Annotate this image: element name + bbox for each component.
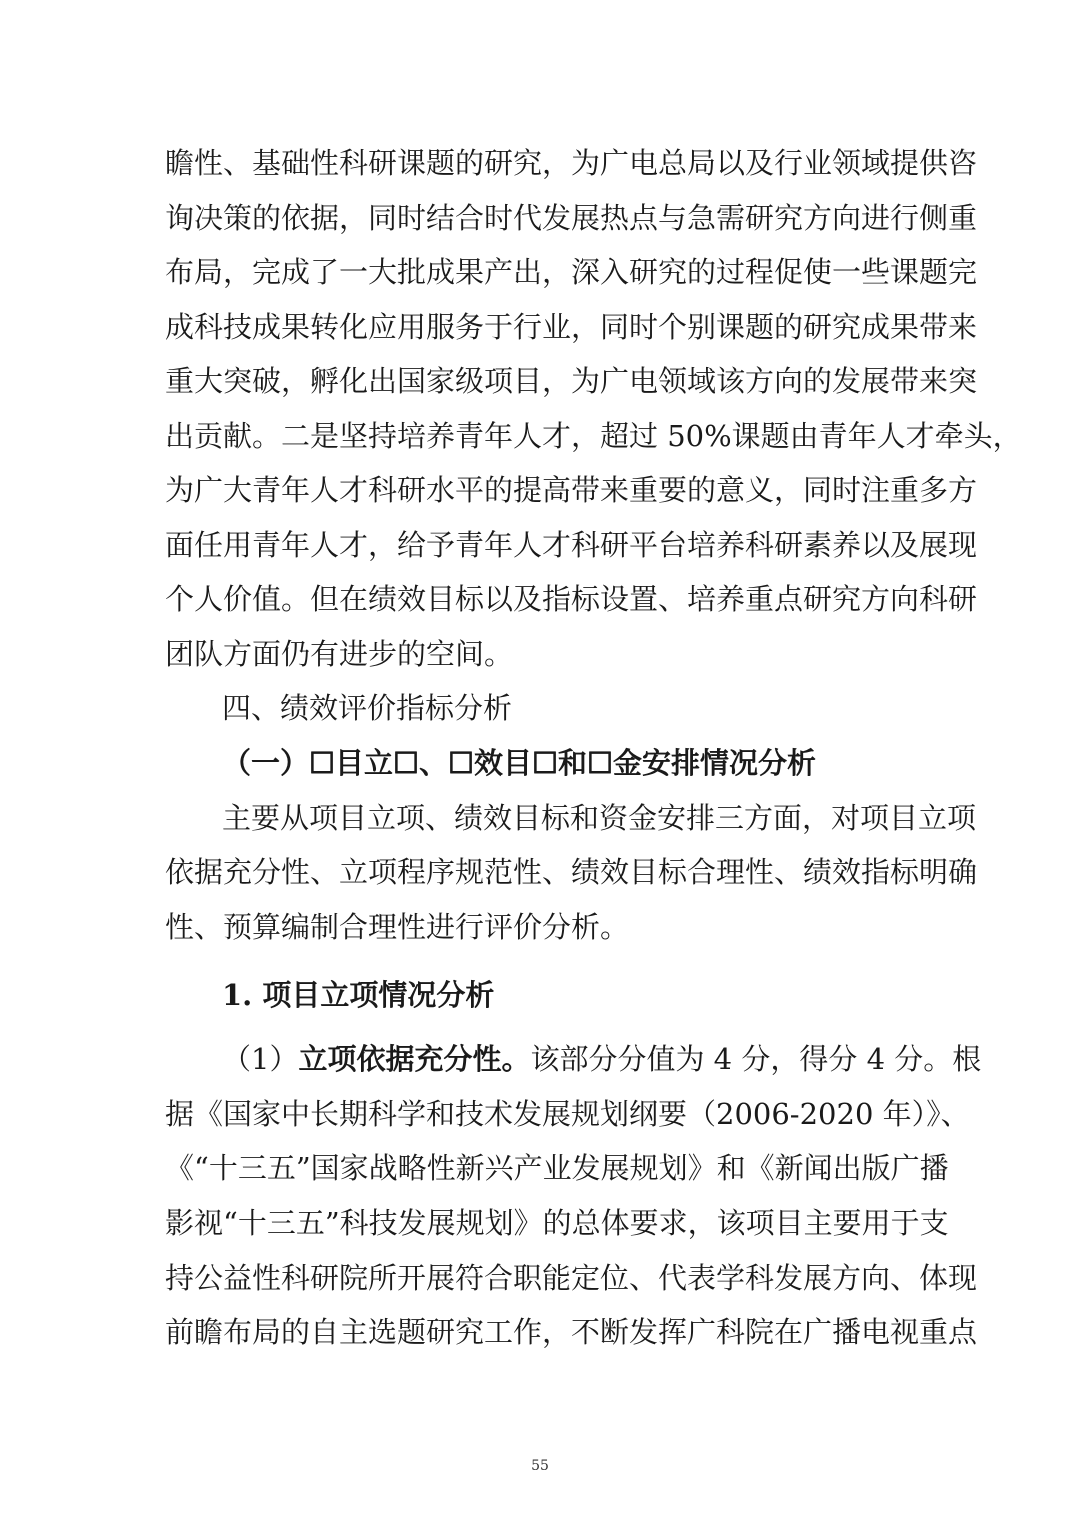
text-line: 前瞻布局的自主选题研究工作，不断发挥广科院在广播电视重点 (165, 1315, 978, 1349)
lead-number: （1） (222, 1042, 299, 1076)
text-line: 性、预算编制合理性进行评价分析。 (165, 910, 630, 944)
text-line: 据《国家中长期科学和技术发展规划纲要（2006-2020 年）》、 (165, 1097, 970, 1131)
item-heading: 1. 项目立项情况分析 (222, 978, 495, 1012)
text-line: 依据充分性、立项程序规范性、绩效目标合理性、绩效指标明确 (165, 855, 978, 889)
lead-rest-text: 该部分分值为 4 分，得分 4 分。根 (530, 1042, 982, 1076)
text-line: 持公益性科研院所开展符合职能定位、代表学科发展方向、体现 (165, 1261, 978, 1295)
text-line: 团队方面仍有进步的空间。 (165, 637, 514, 671)
text-line: 影视“十三五”科技发展规划》的总体要求，该项目主要用于支 (165, 1206, 949, 1240)
text-line (222, 1039, 982, 1079)
text-line: 为广大青年人才科研水平的提高带来重要的意义，同时注重多方 (165, 473, 978, 507)
text-line: 主要从项目立项、绩效目标和资金安排三方面，对项目立项 (222, 801, 977, 835)
text-line: 面任用青年人才，给予青年人才科研平台培养科研素养以及展现 (165, 528, 978, 562)
text-line: 个人价值。但在绩效目标以及指标设置、培养重点研究方向科研 (165, 582, 978, 616)
text-line: 瞻性、基础性科研课题的研究，为广电总局以及行业领域提供咨 (165, 146, 978, 180)
subsection-heading: （一）☐目立☐、☐效目☐和☐金安排情况分析 (222, 746, 816, 780)
section-heading: 四、绩效评价指标分析 (222, 691, 513, 725)
text-line: 重大突破，孵化出国家级项目，为广电领域该方向的发展带来突 (165, 364, 978, 398)
text-line: 布局，完成了一大批成果产出，深入研究的过程促使一些课题完 (165, 255, 978, 289)
text-line: 成科技成果转化应用服务于行业，同时个别课题的研究成果带来 (165, 310, 978, 344)
text-line: 询决策的依据，同时结合时代发展热点与急需研究方向进行侧重 (165, 201, 978, 235)
page-number: 55 (531, 1458, 549, 1474)
lead-bold-text: 立项依据充分性。 (298, 1042, 531, 1076)
text-line: 《“十三五”国家战略性新兴产业发展规划》和《新闻出版广播 (165, 1151, 949, 1185)
text-line: 出贡献。二是坚持培养青年人才，超过 50%课题由青年人才牵头， (165, 419, 1022, 453)
